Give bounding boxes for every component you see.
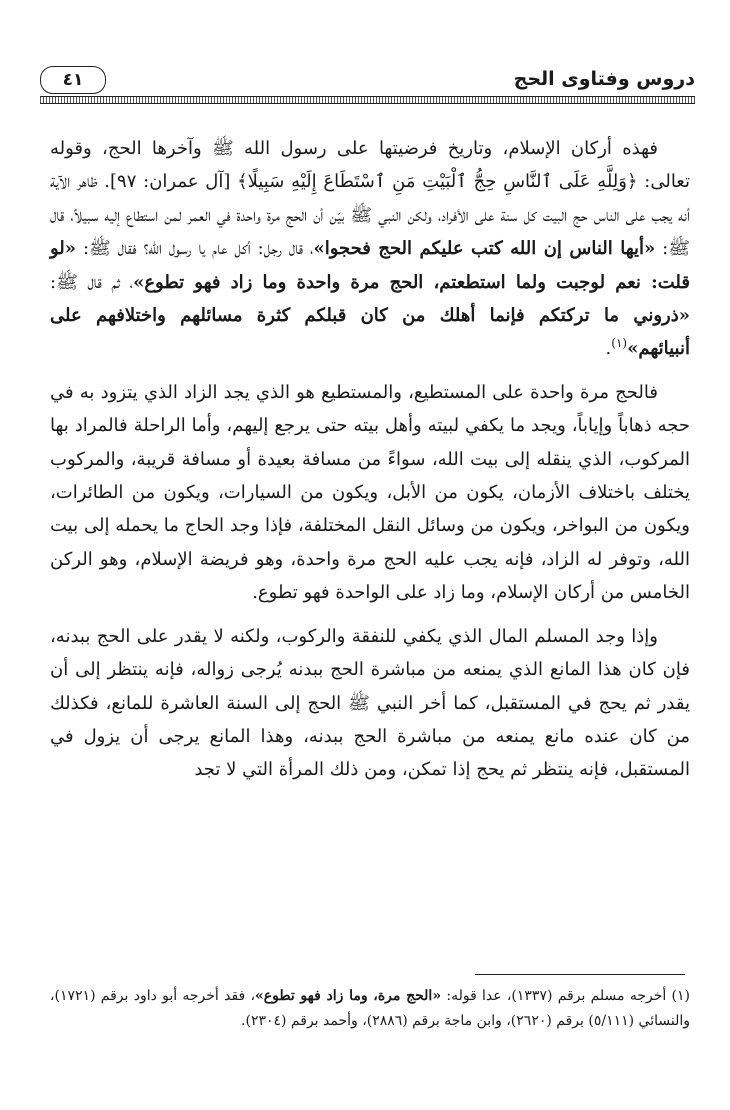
page-header — [40, 66, 695, 98]
text-run: فهذه أركان الإسلام، وتاريخ فرضيتها على رسول الله ﷺ وآخرها الحج، وقوله تعالى: ﴿وَلِلَّهِ عَلَى ٱلنَّاسِ حِجُّ ٱلْبَيْتِ مَنِ ٱسْتَطَاعَ إِلَيْهِ سَبِيلًا﴾ [آل عمران: ٩٧]. ظاهر الآية أنه يجب على الناس حج البيت كل سنة على الأفراد، ولكن النبي ﷺ بيّن أن الحج مرة واحدة في العمر لمن استطاع إليه سبيلاً، قال ﷺ: — [50, 138, 690, 260]
text-run: فالحج مرة واحدة على المستطيع، والمستطيع هو الذي يجد الزاد الذي يتزود به في حجه ذهاباً وإياباً، ويجد ما يكفي لبيته وأهل بيته حتى يرجع إليهم، وأما الراحلة فالمراد بها المركوب، الذي ينقله إلى بيت الله، سواءً من مسافة بعيدة أو مسافة قريبة، والمركوب يختلف باختلاف الأزمان، يكون من الأبل، ويكون من السيارات، ويكون من الطائرات، ويكون من البواخر، ويكون من وسائل النقل المختلفة، فإذا وجد الحاج ما يحمله إلى بيت الله، وتوفر له الزاد، فإنه يجب عليه الحج مرة واحدة، وهو فريضة الإسلام، وهو الركن الخامس من أركان الإسلام، وما زاد على الواحدة فهو تطوع. — [50, 381, 690, 604]
text-run: (١) أخرجه مسلم برقم (١٣٣٧)، عدا قوله: — [441, 988, 690, 1004]
text-run: وإذا وجد المسلم المال الذي يكفي للنفقة والركوب، ولكنه لا يقدر على الحج ببدنه، فإن كان هذا المانع الذي يمنعه من مباشرة الحج ببدنه يُرجى زواله، فإنه ينتظر إلى أن يقدر ثم يحج في المستقبل، كما أخر النبي ﷺ الحج إلى السنة العاشرة للمانع، فكذلك من كان عنده مانع يمنعه من مباشرة الحج ببدنه، وهذا المانع يرجى أن يزول في المستقبل، فإنه ينتظر ثم يحج إذا تمكن، ومن ذلك المرأة التي لا تجد — [50, 625, 690, 781]
text-run: . — [605, 338, 612, 360]
header-rule — [40, 96, 695, 104]
bold-text: «ذروني ما تركتكم فإنما أهلك من كان قبلكم كثرة مسائلهم واختلافهم على أنبيائهم» — [50, 305, 690, 360]
page-number: ٤١ — [40, 66, 106, 94]
footnote — [50, 984, 690, 1034]
bold-text: «لو قلت: نعم لوجبت ولما استطعتم، الحج مرة واحدة وما زاد فهو تطوع» — [50, 238, 690, 293]
text-run: ، قال رجل: أكل عام يا رسول الله؟ فقال ﷺ: — [76, 238, 314, 260]
book-title: دروس وفتاوى الحج — [513, 68, 695, 90]
footnote-ref: (١) — [611, 336, 628, 351]
text-run: ، ثم قال ﷺ: — [50, 271, 134, 293]
footnotes — [50, 984, 690, 1034]
text-run: ، فقد أخرجه أبو داود برقم (١٧٢١)، والنسائي (٥/١١١) برقم (٢٦٢٠)، وابن ماجة برقم (٢٨٨٦)، وأحمد برقم (٢٣٠٤). — [50, 988, 690, 1029]
bold-text: «أيها الناس إن الله كتب عليكم الحج فحجوا» — [313, 238, 656, 260]
paragraph — [50, 376, 690, 610]
body-text — [50, 132, 690, 797]
footnote-rule — [475, 974, 685, 975]
paragraph — [50, 620, 690, 787]
paragraph — [50, 132, 690, 366]
bold-text: «الحج مرة، وما زاد فهو تطوع» — [255, 988, 442, 1004]
